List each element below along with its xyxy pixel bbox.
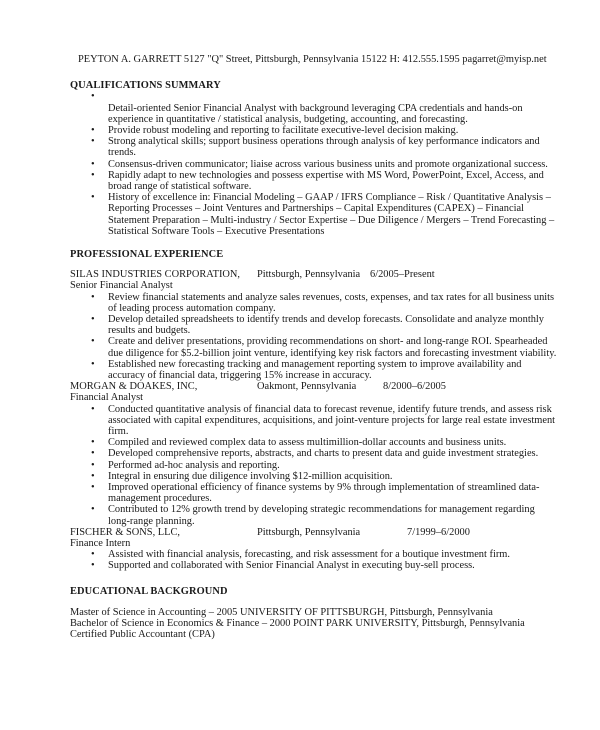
- qualifications-heading: QUALIFICATIONS SUMMARY: [70, 80, 221, 92]
- list-item: • Create and deliver presentations, providing recommendations on short- and long-range ROI. Spearheaded due diligence for $5.2-billion joint venture, identifying key risk factors and forecasting investment viability.: [70, 336, 558, 358]
- list-item: • Contributed to 12% growth trend by developing strategic recommendations for management regarding long-range planning.: [70, 504, 558, 526]
- list-item: • Compiled and reviewed complex data to assess multimillion-dollar accounts and business units.: [70, 437, 558, 448]
- job-location: Pittsburgh, Pennsylvania: [257, 526, 361, 538]
- resume-page: [70, 54, 558, 640]
- job-title: Finance Intern: [70, 538, 131, 550]
- job-title: Senior Financial Analyst: [70, 280, 173, 292]
- job-header: [70, 381, 558, 392]
- list-item: • Integral in ensuring due diligence involving $12-million acquisition.: [70, 471, 558, 482]
- education-heading: EDUCATIONAL BACKGROUND: [70, 585, 228, 597]
- qualifications-list: [70, 91, 558, 237]
- list-item: • Strong analytical skills; support business operations through analysis of key performance indicators and trends.: [70, 136, 558, 158]
- job-dates: 6/2005–Present: [370, 269, 435, 281]
- list-item: • History of excellence in: Financial Modeling – GAAP / IFRS Compliance – Risk / Quantitative Analysis – Reporting Processes – Joint Ventures and Partnerships – Capital Expenditures (CAPEX) – Financial Statement Preparation – Multi-industry / Sector Expertise – Due Diligence / Mergers – Trend Forecasting – Statistical Software Tools – Executive Presentations: [70, 192, 558, 237]
- education-item: Certified Public Accountant (CPA): [70, 629, 215, 641]
- job-fischer: [70, 527, 558, 572]
- job-title: Financial Analyst: [70, 392, 144, 404]
- list-item: • Conducted quantitative analysis of financial data to forecast revenue, identify future trends, and assess risk associated with capital expenditures, acquisitions, and joint-venture projects for large real estate investment firm.: [70, 404, 558, 438]
- education-item: Master of Science in Accounting – 2005 UNIVERSITY OF PITTSBURGH, Pittsburgh, Pennsylvania: [70, 606, 493, 618]
- job-dates: 7/1999–6/2000: [407, 526, 470, 538]
- job-morgan: [70, 381, 558, 527]
- experience-heading: PROFESSIONAL EXPERIENCE: [70, 249, 224, 261]
- list-item: • Developed comprehensive reports, abstracts, and charts to present data and guide investment strategies.: [70, 448, 558, 459]
- contact-header: PEYTON A. GARRETT 5127 "Q" Street, Pittsburgh, Pennsylvania 15122 H: 412.555.1595 pagarret@myisp.net: [78, 54, 547, 65]
- list-item: • Performed ad-hoc analysis and reporting.: [70, 460, 558, 471]
- list-item: • Improved operational efficiency of finance systems by 9% through implementation of streamlined data-management procedures.: [70, 482, 558, 504]
- job-dates: 8/2000–6/2005: [383, 381, 446, 393]
- job-silas: [70, 269, 558, 381]
- list-item: Detail-oriented Senior Financial Analyst with background leveraging CPA credentials and hands-on experience in quantitative / statistical analysis, budgeting, accounting, and forecasting.: [108, 102, 523, 125]
- list-item: • Provide robust modeling and reporting to facilitate executive-level decision making.: [70, 125, 558, 136]
- job-header: [70, 527, 558, 538]
- job-header: [70, 269, 558, 280]
- list-item: • Established new forecasting tracking and management reporting system to improve availability and accuracy of financial data, triggering 15% increase in accuracy.: [70, 359, 558, 381]
- company-name: SILAS INDUSTRIES CORPORATION,: [70, 269, 241, 281]
- company-name: FISCHER & SONS, LLC,: [70, 526, 180, 538]
- list-item: • Assisted with financial analysis, forecasting, and risk assessment for a boutique investment firm.: [70, 549, 558, 560]
- company-name: MORGAN & DOAKES, INC,: [70, 381, 198, 393]
- list-item: • Review financial statements and analyze sales revenues, costs, expenses, and tax rates for all business units of leading process automation company.: [70, 292, 558, 314]
- list-item: • Supported and collaborated with Senior Financial Analyst in executing buy-sell process.: [70, 560, 558, 571]
- empty-bullet: [70, 91, 558, 102]
- list-item: • Consensus-driven communicator; liaise across various business units and promote organizational success.: [70, 159, 558, 170]
- job-location: Pittsburgh, Pennsylvania: [257, 269, 361, 281]
- education-item: Bachelor of Science in Economics & Finance – 2000 POINT PARK UNIVERSITY, Pittsburgh, Pennsylvania: [70, 618, 525, 630]
- list-item: • Develop detailed spreadsheets to identify trends and develop forecasts. Consolidate and analyze monthly results and budgets.: [70, 314, 558, 336]
- list-item: • Rapidly adapt to new technologies and possess expertise with MS Word, PowerPoint, Excel, Access, and broad range of statistical software.: [70, 170, 558, 192]
- education-list: [70, 607, 558, 641]
- job-location: Oakmont, Pennsylvania: [257, 381, 357, 393]
